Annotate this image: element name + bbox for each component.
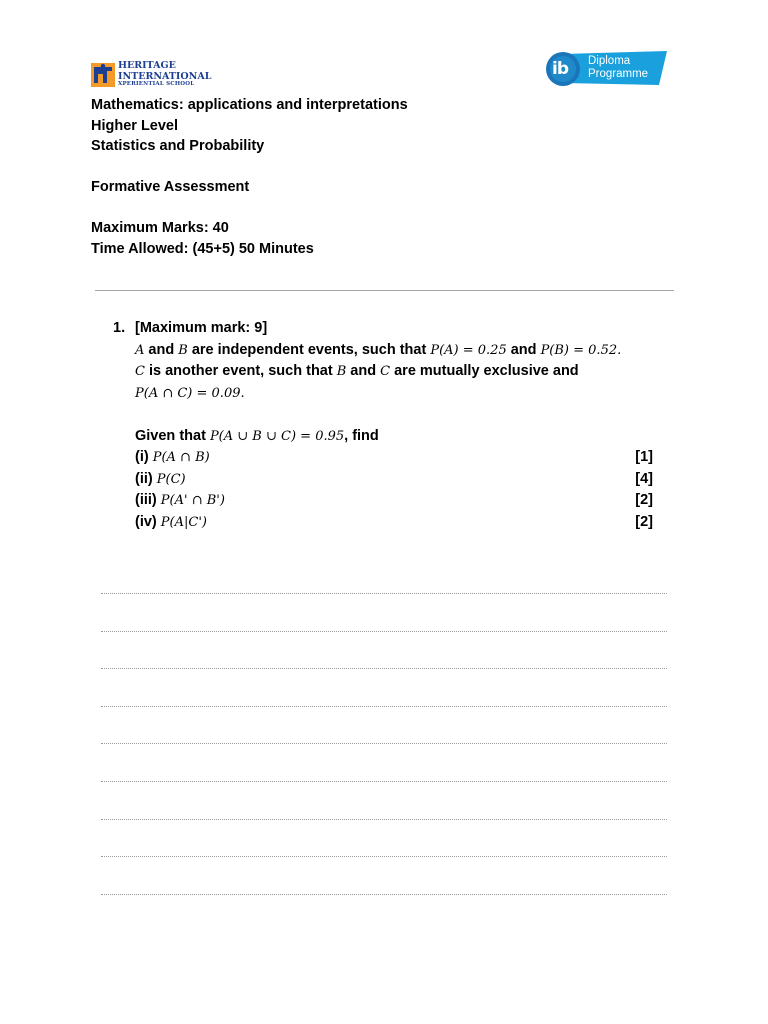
answer-line[interactable] bbox=[101, 593, 667, 594]
math-b: B bbox=[178, 342, 188, 358]
part-label: (iv) bbox=[135, 513, 161, 530]
math-c: C bbox=[380, 364, 391, 379]
answer-line[interactable] bbox=[101, 894, 667, 895]
course-level: Higher Level bbox=[91, 117, 179, 134]
answer-line[interactable] bbox=[101, 668, 667, 669]
answer-line[interactable] bbox=[101, 856, 667, 857]
text-and: and bbox=[346, 363, 381, 379]
math-pac: P(A ∩ C) = 0.09 bbox=[135, 385, 241, 401]
math-c: C bbox=[135, 364, 145, 379]
answer-line[interactable] bbox=[101, 631, 667, 632]
answer-lines[interactable] bbox=[101, 593, 667, 931]
part-marks: [1] bbox=[635, 449, 653, 465]
part-expression: P(A ∩ B) bbox=[152, 450, 210, 465]
school-name bbox=[118, 61, 211, 88]
answer-line[interactable] bbox=[101, 706, 667, 707]
math-pa: P(A) = 0.25 bbox=[430, 342, 507, 358]
part-iii bbox=[135, 490, 653, 512]
school-name-line3: XPERIENTIAL SCHOOL bbox=[118, 81, 195, 87]
assessment-type: Formative Assessment bbox=[91, 179, 250, 195]
part-label: (ii) bbox=[135, 470, 157, 487]
ib-logo-line1: Diploma bbox=[588, 55, 631, 67]
part-iv bbox=[135, 512, 653, 534]
part-expression: P(A|C') bbox=[160, 514, 207, 530]
question-body bbox=[135, 318, 653, 533]
text-and: and bbox=[506, 341, 541, 358]
assessment-header bbox=[91, 95, 408, 259]
part-marks: [4] bbox=[635, 470, 653, 487]
school-logo bbox=[91, 60, 212, 89]
question-line-3 bbox=[135, 383, 653, 405]
part-marks: [2] bbox=[635, 513, 653, 530]
question-number: 1. bbox=[113, 320, 126, 336]
maximum-marks: Maximum Marks: 40 bbox=[91, 220, 229, 236]
part-label: (i) bbox=[135, 449, 153, 465]
text-given-that: Given that bbox=[135, 427, 210, 444]
part-marks: [2] bbox=[635, 492, 653, 508]
ib-logo-line2: Programme bbox=[588, 68, 649, 80]
school-name-line1: HERITAGE bbox=[118, 60, 176, 71]
part-label: (iii) bbox=[135, 492, 161, 508]
math-union: P(A ∪ B ∪ C) = 0.95 bbox=[209, 428, 345, 444]
text-another-event: is another event, such that bbox=[144, 363, 337, 379]
course-topic: Statistics and Probability bbox=[91, 138, 265, 154]
part-i bbox=[135, 447, 653, 469]
ib-diploma-logo bbox=[545, 50, 667, 88]
text-find: , find bbox=[344, 427, 379, 444]
period: . bbox=[617, 342, 622, 358]
period: . bbox=[240, 385, 245, 401]
ib-letters: ib bbox=[552, 59, 568, 79]
given-line bbox=[135, 426, 653, 448]
part-expression: P(C) bbox=[156, 471, 186, 487]
answer-line[interactable] bbox=[101, 743, 667, 744]
part-expression: P(A' ∩ B') bbox=[160, 493, 225, 508]
question-max-mark: [Maximum mark: 9] bbox=[135, 320, 268, 336]
text-mutually-exclusive: are mutually exclusive and bbox=[390, 363, 579, 379]
text-independent: are independent events, such that bbox=[187, 341, 431, 358]
math-a: A bbox=[135, 342, 145, 358]
school-name-line2: INTERNATIONAL bbox=[118, 70, 212, 82]
answer-line[interactable] bbox=[101, 781, 667, 782]
text-and: and bbox=[144, 341, 179, 358]
time-allowed: Time Allowed: (45+5) 50 Minutes bbox=[91, 240, 314, 257]
question-line-1 bbox=[135, 340, 653, 362]
question-line-2 bbox=[135, 361, 653, 383]
course-title: Mathematics: applications and interpretations bbox=[91, 97, 408, 113]
school-emblem-icon bbox=[91, 61, 115, 89]
header-divider bbox=[95, 290, 674, 291]
part-ii bbox=[135, 469, 653, 491]
math-pb: P(B) = 0.52 bbox=[540, 342, 618, 358]
answer-line[interactable] bbox=[101, 819, 667, 820]
math-b: B bbox=[336, 364, 347, 379]
